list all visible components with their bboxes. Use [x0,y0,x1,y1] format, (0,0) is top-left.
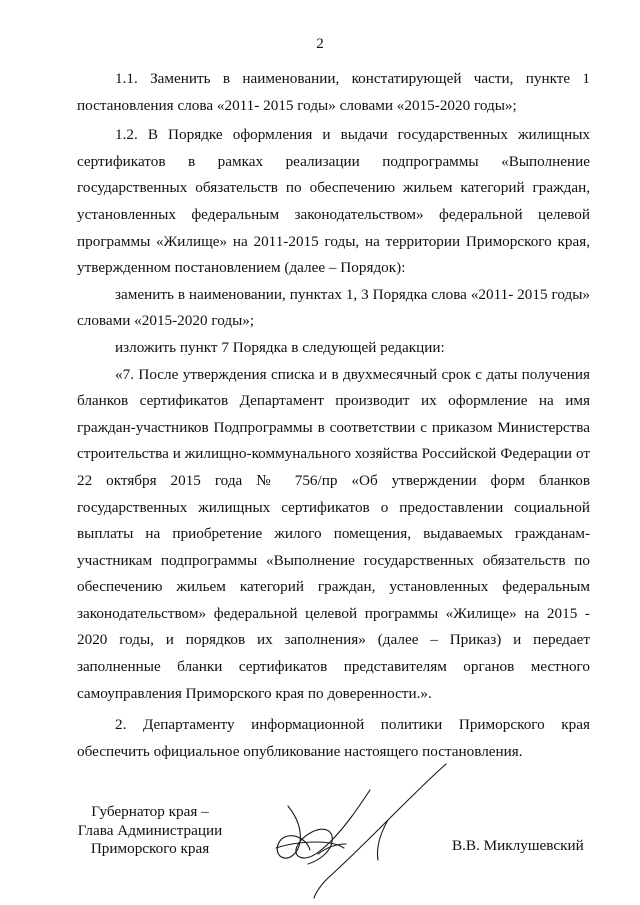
paragraph-1-1: 1.1. Заменить в наименовании, констатирующей части, пункте 1 постановления слова «2011- 2015 годы» словами «2015-2020 годы»; [77,70,590,114]
page-number: 2 [316,36,324,52]
signatory-name: В.В. Миклушевский [452,837,584,854]
handwritten-signature [258,752,458,900]
signatory-title-line-3: Приморского края [90,840,210,857]
paragraph-restate-item-7: изложить пункт 7 Порядка в следующей редакции: [115,338,445,356]
paragraph-replace-words: заменить в наименовании, пунктах 1, 3 Порядка слова «2011- 2015 годы» словами «2015-2020 годы»; [77,285,590,330]
paragraph-1-2: 1.2. В Порядке оформления и выдачи государственных жилищных сертификатов в рамках реализации подпрограммы «Выполнение государственных обязательств по обеспечению жильем категорий граждан, установленных федеральным законодательством» федеральной целевой программы «Жилище» на 2011-2015 годы, на территории Приморского края, утвержденном постановлением (далее – Порядок): [77,126,590,277]
document-body [77,66,590,765]
signatory-title-line-1: Губернатор края – [91,803,209,820]
paragraph-item-7-text: «7. После утверждения списка и в двухмесячный срок с даты получения бланков сертификатов Департамент производит их оформление на имя граждан-участников Подпрограммы в соответствии с приказом Министерства строительства и жилищно-коммунального хозяйства Российской Федерации от 22 октября 2015 года № 756/пр «Об утверждении форм бланков государственных жилищных сертификатов о предоставлении социальной выплаты на приобретение жилого помещения, выдаваемых гражданам-участникам подпрограммы «Выполнение государственных обязательств по обеспечению жильем категорий граждан, установленных федеральным законодательством» федеральной целевой программы «Жилище» на 2015 - 2020 годы, и порядков их заполнения» (далее – Приказ) и передает заполненные бланки сертификатов представителям органов местного самоуправления Приморского края по доверенности.». [77,365,590,702]
signatory-title [70,803,230,859]
signatory-title-line-2: Глава Администрации [77,821,223,839]
paragraph-2: 2. Департаменту информационной политики Приморского края обеспечить официальное опубликование настоящего постановления. [77,716,590,760]
